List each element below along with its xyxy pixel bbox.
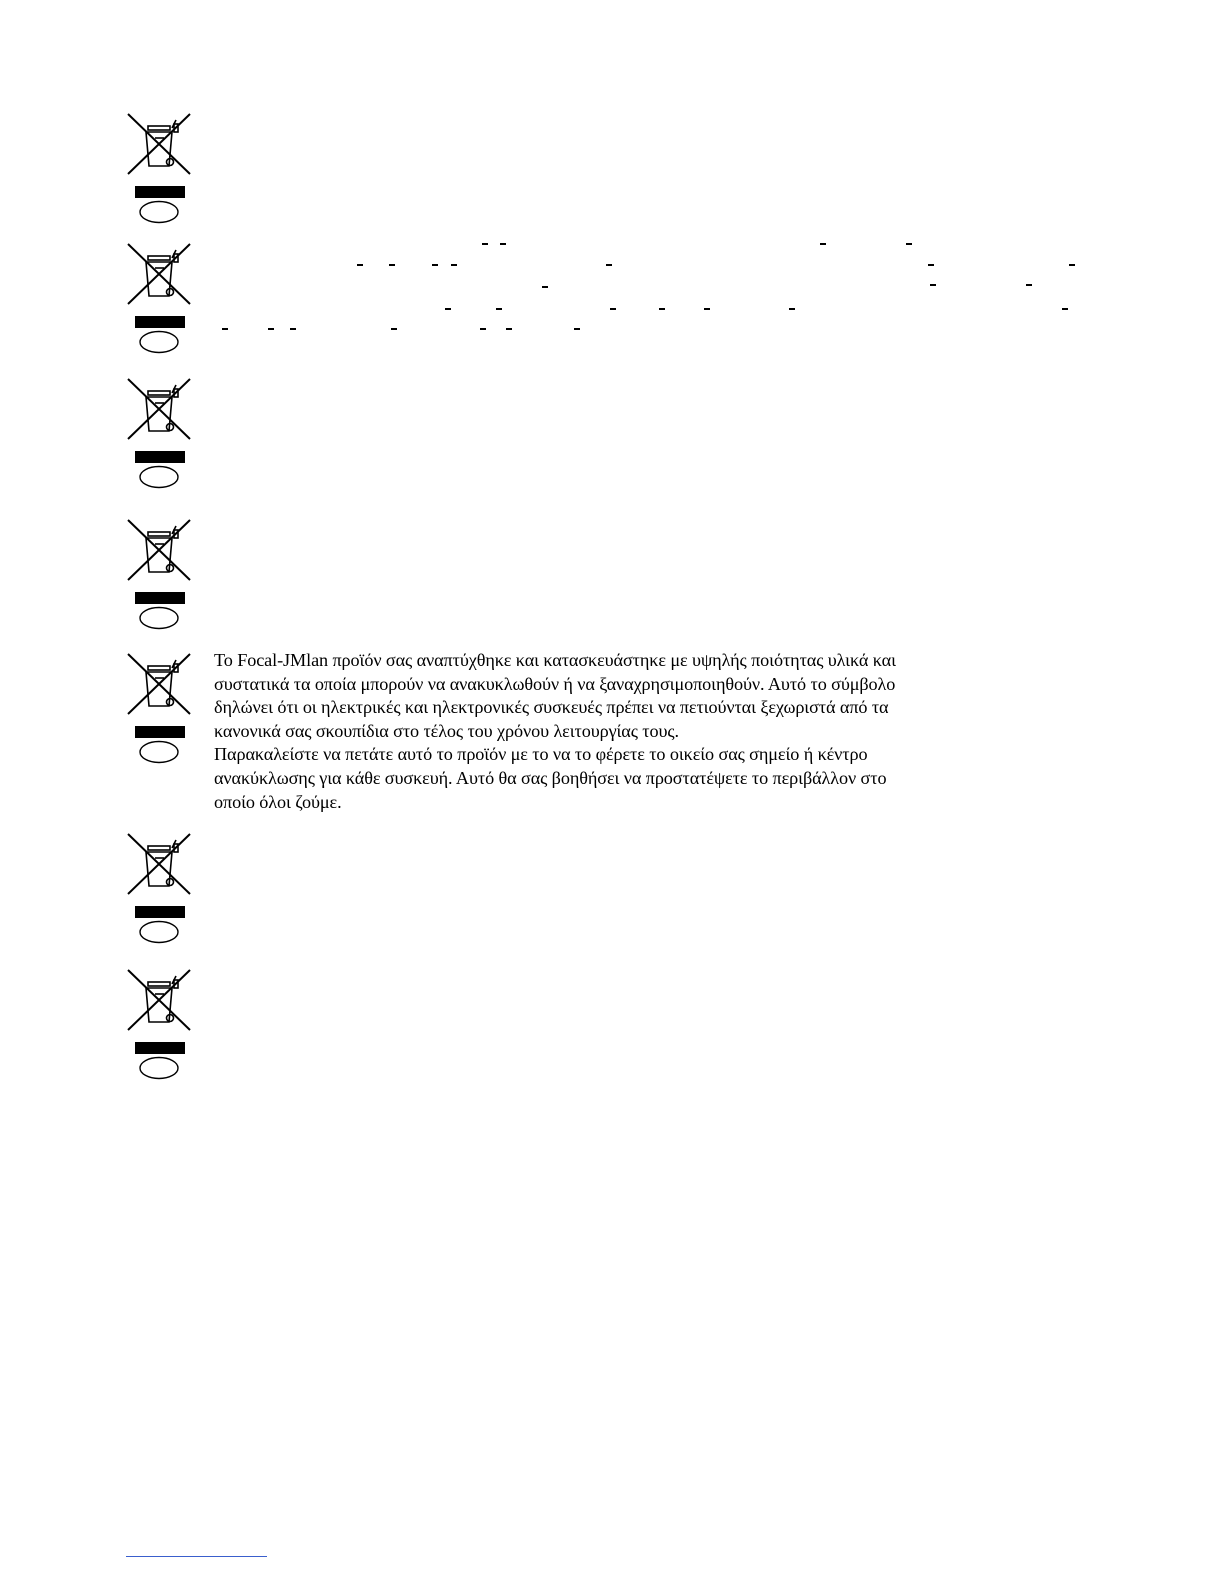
weee-icon-7 [126,968,192,1080]
weee-icon-6 [126,832,192,944]
weee-crossed-bin-icon [126,968,192,1080]
weee-crossed-bin-icon [126,518,192,630]
weee-icon-2 [126,242,192,354]
weee-icon-4 [126,518,192,630]
paragraph-line: ανακύκλωσης για κάθε συσκευή. Αυτό θα σας βοηθήσει να προστατέψετε το περιβάλλον στο [214,767,887,788]
weee-icon-1 [126,112,192,224]
paragraph-line: Το Focal-JMlan προϊόν σας αναπτύχθηκε και κατασκευάστηκε με υψηλής ποιότητας υλικά και [214,650,896,670]
weee-crossed-bin-icon [126,832,192,944]
weee-crossed-bin-icon [126,112,192,224]
paragraph-line: δηλώνει ότι οι ηλεκτρικές και ηλεκτρονικές συσκευές πρέπει να πετιούνται ξεχωριστά από τα [214,697,889,718]
paragraph-line: κανονικά σας σκουπίδια στο τέλος του χρόνου λειτουργίας τους. [214,720,679,741]
paragraph-line: συστατικά τα οποία μπορούν να ανακυκλωθούν ή να ξαναχρησιμοποιηθούν. Αυτό το σύμβολο [214,673,896,694]
weee-icon-5 [126,652,192,764]
paragraph-line: οποίο όλοι ζούμε. [214,791,342,812]
weee-crossed-bin-icon [126,652,192,764]
footer-rule [126,1556,267,1557]
weee-notice-paragraph [214,649,1034,814]
paragraph-line: Παρακαλείστε να πετάτε αυτό το προϊόν με το να το φέρετε το οικείο σας σημείο ή κέντρο [214,744,868,765]
weee-crossed-bin-icon [126,242,192,354]
weee-icon-3 [126,377,192,489]
weee-crossed-bin-icon [126,377,192,489]
